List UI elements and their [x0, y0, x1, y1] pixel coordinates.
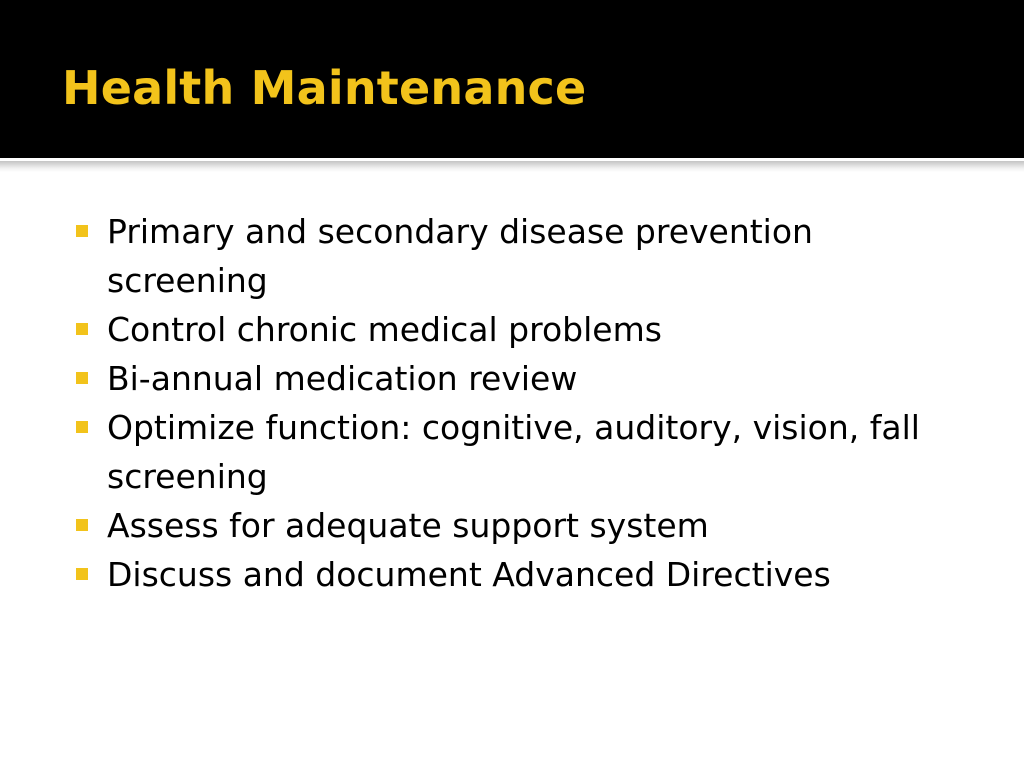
- list-item: [66, 403, 966, 501]
- title-band: [0, 0, 1024, 158]
- list-item: [66, 550, 966, 599]
- bullet-text: Discuss and document Advanced Directives: [107, 555, 831, 594]
- list-item: [66, 501, 966, 550]
- list-item: [66, 207, 966, 305]
- square-bullet-icon: [76, 323, 88, 335]
- slide-title: Health Maintenance: [62, 61, 587, 115]
- square-bullet-icon: [76, 372, 88, 384]
- square-bullet-icon: [76, 568, 88, 580]
- bullet-text: Bi-annual medication review: [107, 359, 578, 398]
- title-divider: [0, 158, 1024, 172]
- bullet-text: Primary and secondary disease prevention screening: [107, 212, 813, 300]
- bullet-list: [66, 207, 966, 599]
- bullet-text: Control chronic medical problems: [107, 310, 662, 349]
- bullet-text: Optimize function: cognitive, auditory, vision, fall screening: [107, 408, 920, 496]
- square-bullet-icon: [76, 225, 88, 237]
- square-bullet-icon: [76, 519, 88, 531]
- list-item: [66, 354, 966, 403]
- square-bullet-icon: [76, 421, 88, 433]
- bullet-text: Assess for adequate support system: [107, 506, 709, 545]
- list-item: [66, 305, 966, 354]
